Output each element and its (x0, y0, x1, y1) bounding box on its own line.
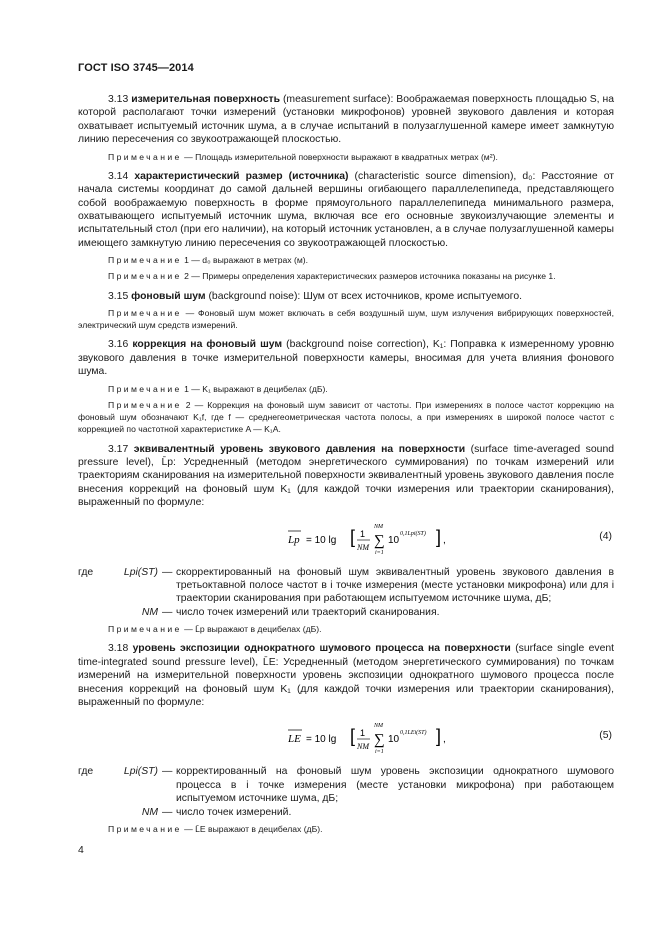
formula-eq: = 10 lg (306, 534, 337, 546)
sum-upper: NM (374, 523, 383, 530)
note-label: Примечание (108, 383, 182, 394)
power-base: 10 (388, 734, 400, 746)
note-text: — Площадь измерительной поверхности выражают в квадратных метрах (м²). (181, 151, 498, 162)
note-3-14-2 (78, 270, 614, 282)
where-label: где (78, 566, 94, 578)
clause-term: фоновый шум (131, 290, 206, 302)
clause-number: 3.15 (108, 290, 129, 302)
note-3-14-1 (78, 254, 614, 266)
where-label: где (78, 766, 94, 778)
fraction-denominator: NM (357, 542, 369, 552)
clause-term: измерительная поверхность (131, 94, 281, 105)
def-dash: — (162, 766, 173, 778)
note-text: 1 — K₁ выражают в децибелах (дБ). (181, 383, 328, 394)
where-row (78, 806, 614, 819)
note-label: Примечание (108, 151, 182, 162)
formula-eq: = 10 lg (306, 734, 337, 746)
clause-text: (background noise correction), K₁: Поправка к измеренному уровню звукового давления в точке измерительной поверхности камеры, вносимая для учета влияния фонового шума. (78, 339, 614, 378)
clause-3-14 (78, 170, 614, 250)
note-3-18 (78, 823, 614, 835)
note-text: — L̄E выражают в децибелах (дБ). (181, 824, 323, 835)
clause-text: (background noise): Шум от всех источников, кроме испытуемого. (205, 290, 523, 302)
clause-term: характеристический размер (источника) (134, 170, 349, 182)
def-text: корректированный на фоновый шум уровень экспозиции однократного шумового процесса в i точке измерения (месте установки микрофона) при работающем испытуемом источнике шума, дБ; (176, 766, 614, 805)
clause-number: 3.13 (108, 94, 129, 105)
def-dash: — (162, 566, 173, 578)
def-symbol: Lpi(ST) (123, 766, 158, 778)
note-text: — Фоновый шум может включать в себя воздушный шум, шум излучения вибрирующих поверхностей, электрический шум средств измерений. (78, 308, 614, 331)
formula-4 (78, 516, 614, 560)
note-3-13 (78, 151, 614, 163)
clause-3-17 (78, 443, 614, 510)
bracket-open: [ (350, 526, 356, 547)
clause-number: 3.17 (108, 443, 129, 455)
def-symbol: Lpi(ST) (123, 566, 158, 578)
fraction-numerator: 1 (360, 528, 366, 539)
note-text: — L̄p выражают в децибелах (дБ). (181, 624, 322, 635)
formula-lhs: Lp (288, 533, 300, 546)
sum-sign: ∑ (374, 532, 385, 549)
bracket-open: [ (350, 726, 356, 747)
sum-sign: ∑ (374, 732, 385, 749)
power-exponent: 0,1Lpi(ST) (400, 530, 426, 537)
formula-number: (4) (599, 530, 612, 542)
clause-3-16 (78, 338, 614, 378)
clause-text: (surface time-averaged sound pressure level), L̄p: Усредненный (методом энергетического суммирования) по точкам измерений или траекториям сканирования на измерительной поверхности эквивалентный уровень звукового давления после внесения коррекций на фоновый шум K₁ (для каждой точки измерения или траектории сканирования), выраженный по формуле: (78, 443, 614, 509)
fraction-numerator: 1 (360, 728, 366, 739)
bracket-close: ] (436, 526, 442, 547)
clause-text: (measurement surface): Воображаемая поверхность площадью S, на которой располагают точки измерений (установки микрофонов) уровней звукового давления и которая охватывает испытуемый источник шума, а в случае испытаний в полузаглушенной камере имеет замкнутую линию пересечения со звукоотражающей плоскостью. (78, 94, 615, 146)
clause-number: 3.14 (108, 170, 129, 182)
note-label: Примечание (108, 255, 182, 266)
clause-text: (characteristic source dimension), d₀: Расстояние от начала системы координат до самой дальней вершины огибающего параллелепипеда, представляющего собой воображаемую поверхность в форме прямоугольного параллелепипеда минимального размера, охватывающего испытуемый источник шума, включая все его основные звукоизлучающие элементы и испытательный стол (при его наличии), на который источник установлен, а в случае полузаглушенной камеры имеющего замкнутую линию пересечения со звукоотражающей плоскостью. (78, 170, 615, 249)
def-dash: — (162, 606, 173, 618)
where-row (78, 765, 614, 805)
formula-4-expression (288, 521, 458, 557)
note-3-17 (78, 623, 614, 635)
note-label: Примечание (108, 824, 182, 835)
clause-3-13 (78, 93, 614, 147)
def-text: скорректированный на фоновый шум эквивалентный уровень звукового давления в третьоктавной полосе частот в i точке измерения (месте установки микрофона) или для i траектории сканирования при работающем испытуемом источнике шума, дБ; (176, 566, 614, 605)
note-text: 2 — Коррекция на фоновый шум зависит от частоты. При измерениях в полосе частот коррекцию на фоновый шум обозначают K₁f, где f — среднегеометрическая частота полосы, а при измерениях в широкой полосе частот с коррекцией по частотной характеристике A — K₁A. (78, 399, 614, 435)
clause-term: коррекция на фоновый шум (132, 339, 283, 351)
bracket-close: ] (436, 726, 442, 747)
clause-3-15 (78, 290, 614, 303)
clause-number: 3.18 (108, 643, 129, 655)
power-base: 10 (388, 534, 400, 546)
clause-term: уровень экспозиции однократного шумового процесса на поверхности (132, 643, 511, 655)
clause-term: эквивалентный уровень звукового давления на поверхности (133, 443, 466, 455)
def-text: число точек измерений. (176, 806, 292, 818)
note-label: Примечание (108, 624, 182, 635)
fraction-denominator: NM (357, 742, 369, 752)
page-number: 4 (78, 845, 84, 856)
formula-tail: , (443, 734, 446, 746)
formula-tail: , (443, 534, 446, 546)
sum-lower: i=1 (375, 549, 384, 556)
clause-text: (surface single event time-integrated sound pressure level), L̄E: Усредненный (методом энергетического суммирования) по точкам измерений на измерительной поверхности уровень экспозиции однократного шумового процесса после внесения коррекций на фоновый шум K₁ (для каждой точки измерения или траектории сканирования), выраженный по формуле: (78, 643, 615, 708)
note-label: Примечание (108, 399, 182, 410)
sum-lower: i=1 (375, 749, 384, 756)
def-symbol: NM (141, 606, 158, 618)
clause-3-18 (78, 642, 614, 709)
document-body (78, 93, 614, 835)
note-text: 2 — Примеры определения характеристических размеров источника показаны на рисунке 1. (181, 271, 556, 282)
formula-5-expression (288, 720, 458, 756)
formula-5 (78, 715, 614, 759)
where-row (78, 606, 614, 619)
power-exponent: 0,1LEi(ST) (400, 730, 427, 737)
formula-number: (5) (599, 730, 612, 742)
def-symbol: NM (141, 806, 158, 818)
note-3-15 (78, 307, 614, 331)
where-block-4 (78, 566, 614, 620)
note-text: 1 — d₀ выражают в метрах (м). (181, 255, 308, 266)
note-label: Примечание (108, 308, 182, 319)
sum-upper: NM (374, 723, 383, 730)
standard-header: ГОСТ ISO 3745—2014 (78, 62, 194, 74)
note-3-16-1 (78, 383, 614, 395)
def-text: число точек измерений или траекторий сканирования. (176, 606, 440, 618)
note-label: Примечание (108, 271, 182, 282)
note-3-16-2 (78, 399, 614, 436)
def-dash: — (162, 806, 173, 818)
where-row (78, 566, 614, 606)
clause-number: 3.16 (108, 339, 129, 351)
formula-lhs: LE (288, 733, 301, 746)
where-block-5 (78, 765, 614, 819)
